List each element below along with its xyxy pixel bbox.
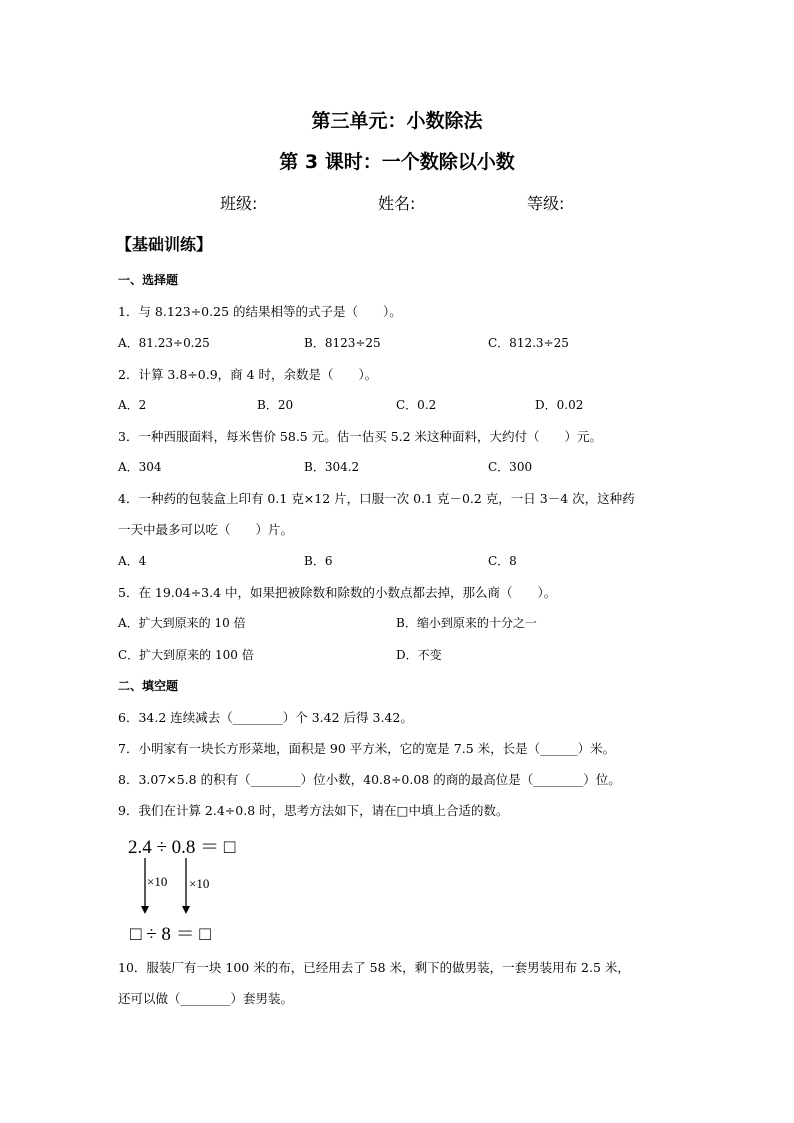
grade-label: 等级: (527, 194, 565, 213)
q5-option-a: A．扩大到原来的 10 倍 (118, 616, 246, 630)
question-10-line2: 还可以做（________）套男装。 (118, 991, 294, 1006)
multiplier-left: ×10 (147, 874, 168, 889)
q2-option-c: C．0.2 (396, 398, 437, 412)
q4-option-b: B．6 (304, 554, 333, 568)
question-6: 6．34.2 连续减去（________）个 3.42 后得 3.42。 (118, 710, 413, 725)
q4-option-a: A．4 (118, 554, 147, 568)
question-5: 5．在 19.04÷3.4 中，如果把被除数和除数的小数点都去掉，那么商（ ）。 (118, 585, 557, 600)
question-10-line1: 10．服装厂有一块 100 米的布，已经用去了 58 米，剩下的做男装，一套男装用布 2.5 米， (118, 960, 630, 975)
question-4-line1: 4．一种药的包装盒上印有 0.1 克×12 片，口服一次 0.1 克－0.2 克，一日 3－4 次，这种药 (118, 491, 635, 506)
section-basic-training: 【基础训练】 (116, 235, 213, 254)
name-label: 姓名: (378, 194, 416, 213)
diagram-bottom-equation: □ ÷ 8 ＝ □ (130, 924, 211, 945)
question-9: 9．我们在计算 2.4÷0.8 时，思考方法如下，请在□中填上合适的数。 (118, 803, 509, 818)
q3-option-b: B．304.2 (304, 460, 360, 474)
q2-option-a: A．2 (118, 398, 147, 412)
right-arrow-head (182, 906, 190, 914)
lesson-subtitle: 第 3 课时：一个数除以小数 (279, 151, 515, 173)
multiplier-right: ×10 (189, 876, 210, 891)
q5-option-d: D．不变 (396, 648, 442, 662)
part1-heading: 一、选择题 (118, 273, 179, 287)
question-7: 7．小明家有一块长方形菜地，面积是 90 平方米，它的宽是 7.5 米，长是（______）米。 (118, 741, 616, 756)
left-arrow-head (141, 906, 149, 914)
q1-option-b: B．8123÷25 (304, 336, 381, 350)
question-4-line2: 一天中最多可以吃（ ）片。 (118, 522, 294, 537)
q2-option-d: D．0.02 (535, 398, 584, 412)
question-8: 8．3.07×5.8 的积有（________）位小数，40.8÷0.08 的商的最高位是（________）位。 (118, 772, 621, 787)
q2-option-b: B．20 (257, 398, 294, 412)
q1-option-c: C．812.3÷25 (488, 336, 569, 350)
page-title: 第三单元：小数除法 (311, 110, 483, 132)
q3-option-c: C．300 (488, 460, 533, 474)
question-2: 2．计算 3.8÷0.9，商 4 时，余数是（ ）。 (118, 367, 378, 382)
q5-option-c: C．扩大到原来的 100 倍 (118, 648, 254, 662)
q5-option-b: B．缩小到原来的十分之一 (396, 616, 537, 630)
diagram-top-equation: 2.4 ÷ 0.8 ＝ □ (128, 837, 236, 858)
q4-option-c: C．8 (488, 554, 517, 568)
q1-option-a: A．81.23÷0.25 (118, 336, 210, 350)
q3-option-a: A．304 (118, 460, 162, 474)
question-3: 3．一种西服面料，每米售价 58.5 元。估一估买 5.2 米这种面料，大约付（ ）元。 (118, 429, 603, 444)
class-label: 班级: (220, 194, 258, 213)
part2-heading: 二、填空题 (118, 679, 179, 693)
question-1: 1．与 8.123÷0.25 的结果相等的式子是（ ）。 (118, 304, 402, 319)
